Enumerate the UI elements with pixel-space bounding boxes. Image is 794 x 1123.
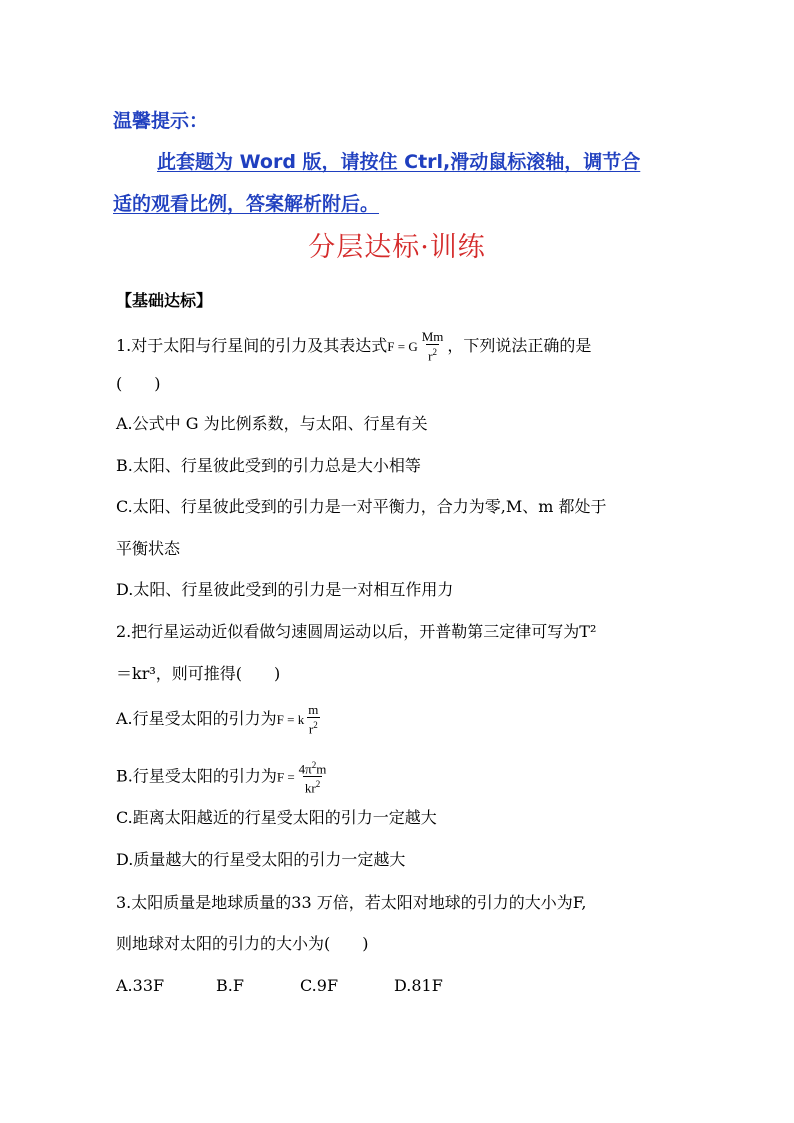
q2-option-a-prefix: A.行星受太阳的引力为 (116, 709, 277, 729)
q3-option-c: C.9F (300, 976, 339, 995)
q2-option-a-fraction: $\frac{m}{r^2}$ (308, 702, 319, 737)
tip-line-1: 此套题为 Word 版，请按住 Ctrl,滑动鼠标滚轴，调节合 (157, 151, 641, 173)
q2-stem-line1: 2.把行星运动近似看做匀速圆周运动以后，开普勒第三定律可写为T² (116, 622, 597, 641)
q2-option-b (116, 758, 330, 796)
section-label: 【基础达标】 (116, 291, 213, 310)
q1-option-c-line1: C.太阳、行星彼此受到的引力是一对平衡力，合力为零,M、m 都处于 (116, 497, 607, 516)
q2-option-c: C.距离太阳越近的行星受太阳的引力一定越大 (116, 808, 437, 827)
q1-prefix: 1.对于太阳与行星间的引力及其表达式 (116, 336, 388, 356)
q1-formula-fraction (420, 330, 446, 363)
q1-option-d: D.太阳、行星彼此受到的引力是一对相互作用力 (116, 580, 454, 599)
tip-line-2: 适的观看比例，答案解析附后。 (113, 193, 380, 215)
tip-heading: 温馨提示： (113, 110, 209, 132)
q1-stem (116, 330, 591, 363)
q2-stem-line2: ＝kr³，则可推得( ) (116, 664, 281, 683)
q3-option-b: B.F (216, 976, 244, 995)
q2-option-a (116, 703, 322, 736)
q2-option-a-lhs: F = k (276, 712, 305, 728)
q3-options (116, 976, 484, 996)
q1-paren: ( ) (116, 374, 161, 393)
q1-option-c-line2: 平衡状态 (116, 539, 181, 558)
section-title: 分层达标·训练 (308, 232, 486, 263)
q3-stem-line1: 3.太阳质量是地球质量的33 万倍，若太阳对地球的引力的大小为F, (116, 893, 587, 912)
q3-option-a: A.33F (116, 976, 165, 995)
q1-option-a: A.公式中 G 为比例系数，与太阳、行星有关 (116, 414, 428, 433)
q1-suffix: ，下列说法正确的是 (447, 336, 592, 356)
q3-option-d: D.81F (394, 976, 443, 995)
q3-stem-line2: 则地球对太阳的引力的大小为( ) (116, 934, 369, 953)
q1-formula-den: $r^2$ (426, 344, 439, 363)
q2-option-b-lhs: F = (276, 769, 295, 785)
q2-option-d: D.质量越大的行星受太阳的引力一定越大 (116, 850, 406, 869)
q1-option-b: B.太阳、行星彼此受到的引力总是大小相等 (116, 456, 421, 475)
q2-option-b-prefix: B.行星受太阳的引力为 (116, 766, 277, 786)
q1-formula-num: Mm (421, 329, 444, 344)
q1-formula-lhs: F = G (387, 339, 418, 355)
q2-option-b-fraction: $\frac{4\pi^2m}{kr^2}$ (298, 760, 327, 796)
